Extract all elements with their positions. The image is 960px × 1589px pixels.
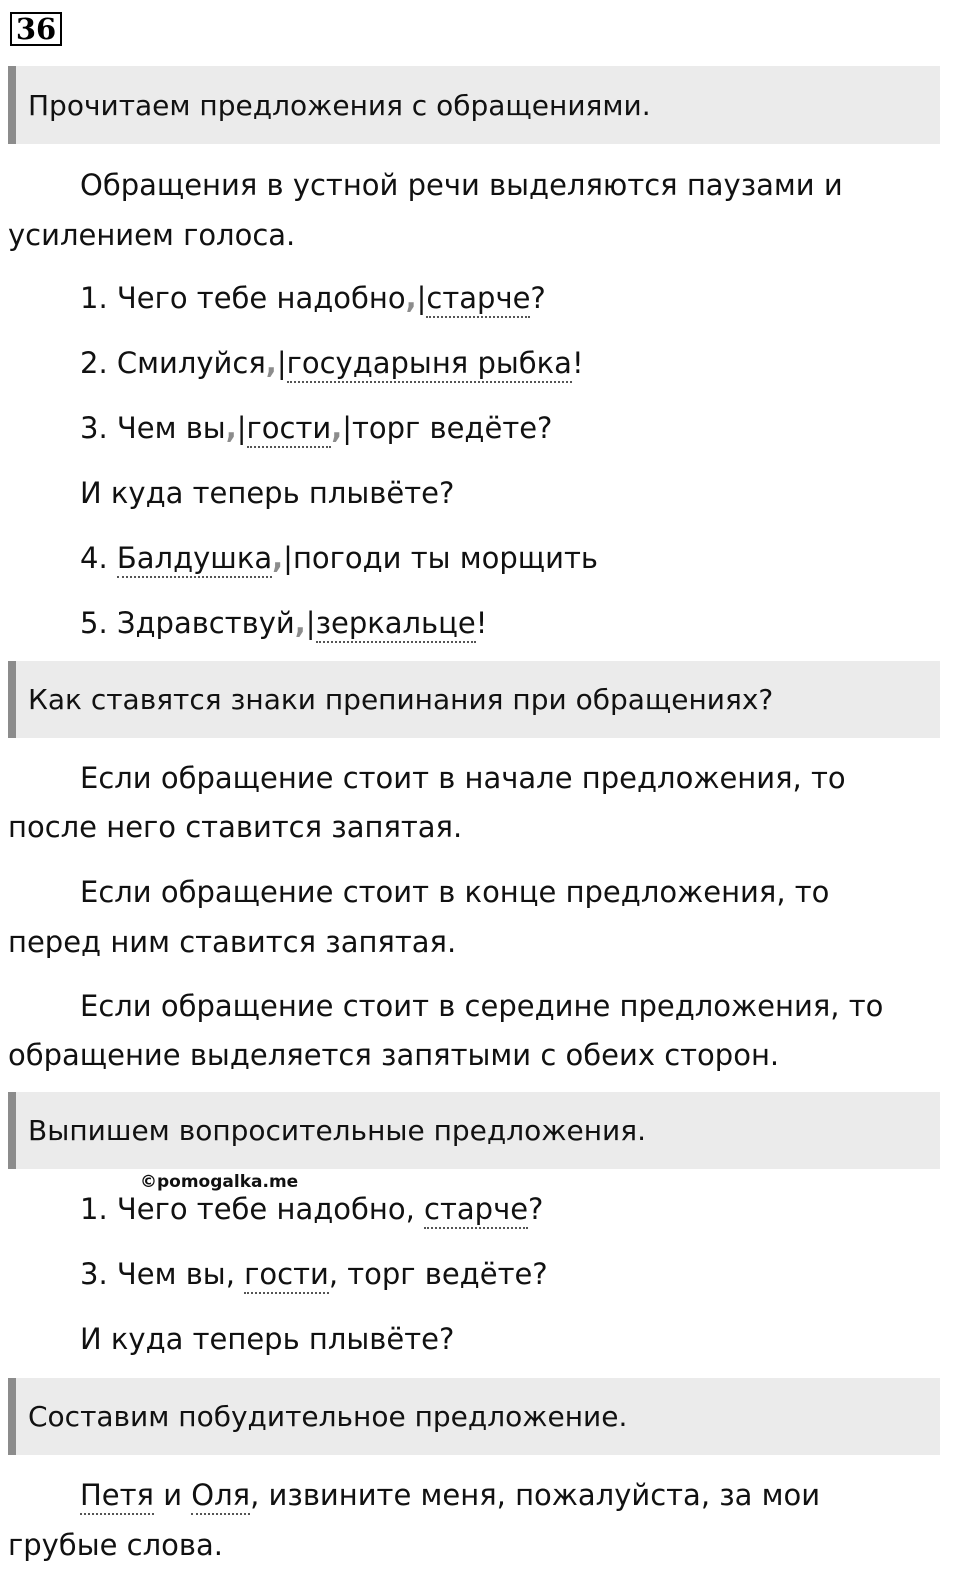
highlighted-comma: , [405,281,417,315]
pause-mark: | [283,541,293,575]
sentence-5: 5. Здравствуй,|зеркальце! [80,605,487,641]
section-title: Выпишем вопросительные предложения. [28,1114,646,1147]
rule-text-line: перед ним ставится запятая. [8,925,457,959]
address-word: зеркальце [316,606,476,643]
address-word: государыня рыбка [287,346,572,383]
pause-mark: | [416,281,427,315]
highlighted-comma: , [331,411,343,445]
sentence-1: 1. Чего тебе надобно,|старче? [80,280,546,316]
address-word: гости [247,411,332,448]
imperative-sentence-line: Петя и Оля, извините меня, пожалуйста, за мои [80,1477,820,1513]
highlighted-comma: , [294,606,306,640]
pause-mark: | [342,411,352,445]
section-title: Прочитаем предложения с обращениями. [28,88,651,122]
sentence-2: 2. Смилуйся,|государыня рыбка! [80,345,584,381]
section-header-imperative [8,1378,940,1455]
question-3-continuation: И куда теперь плывёте? [80,1322,455,1356]
section-title: Составим побудительное предложение. [28,1400,628,1433]
address-word: гости [244,1257,329,1294]
highlighted-comma: , [265,346,277,380]
rule-text-line: Если обращение стоит в начале предложения, то [80,761,846,795]
imperative-sentence-line: грубые слова. [8,1528,223,1562]
sentence-3-continuation: И куда теперь плывёте? [80,476,455,510]
section-title: Как ставятся знаки препинания при обращениях? [28,683,774,716]
sentence-4: 4. Балдушка,|погоди ты морщить [80,540,598,576]
address-word: Петя [80,1478,154,1515]
intro-text-line: усилением голоса. [8,218,296,252]
watermark: ©pomogalka.me [140,1172,299,1192]
rule-text-line: обращение выделяется запятыми с обеих сторон. [8,1038,780,1072]
section-header-read [8,66,940,144]
rule-text-line: Если обращение стоит в середине предложения, то [80,989,884,1023]
rule-text-line: после него ставится запятая. [8,810,463,844]
pause-mark: | [276,346,287,380]
question-1: 1. Чего тебе надобно, старче? [80,1191,543,1227]
question-3: 3. Чем вы, гости, торг ведёте? [80,1256,548,1292]
pause-mark: | [236,411,247,445]
intro-text-line: Обращения в устной речи выделяются паузами и [80,168,843,202]
address-word: старче [424,1192,528,1229]
pause-mark: | [305,606,316,640]
highlighted-comma: , [272,541,284,575]
address-word: Оля [191,1478,250,1515]
address-word: старче [426,281,530,318]
section-header-punctuation [8,661,940,738]
section-header-questions [8,1092,940,1169]
address-word: Балдушка [117,541,272,578]
task-number: 36 [10,12,62,46]
rule-text-line: Если обращение стоит в конце предложения, то [80,875,830,909]
highlighted-comma: , [225,411,237,445]
sentence-3: 3. Чем вы,|гости,|торг ведёте? [80,410,552,446]
